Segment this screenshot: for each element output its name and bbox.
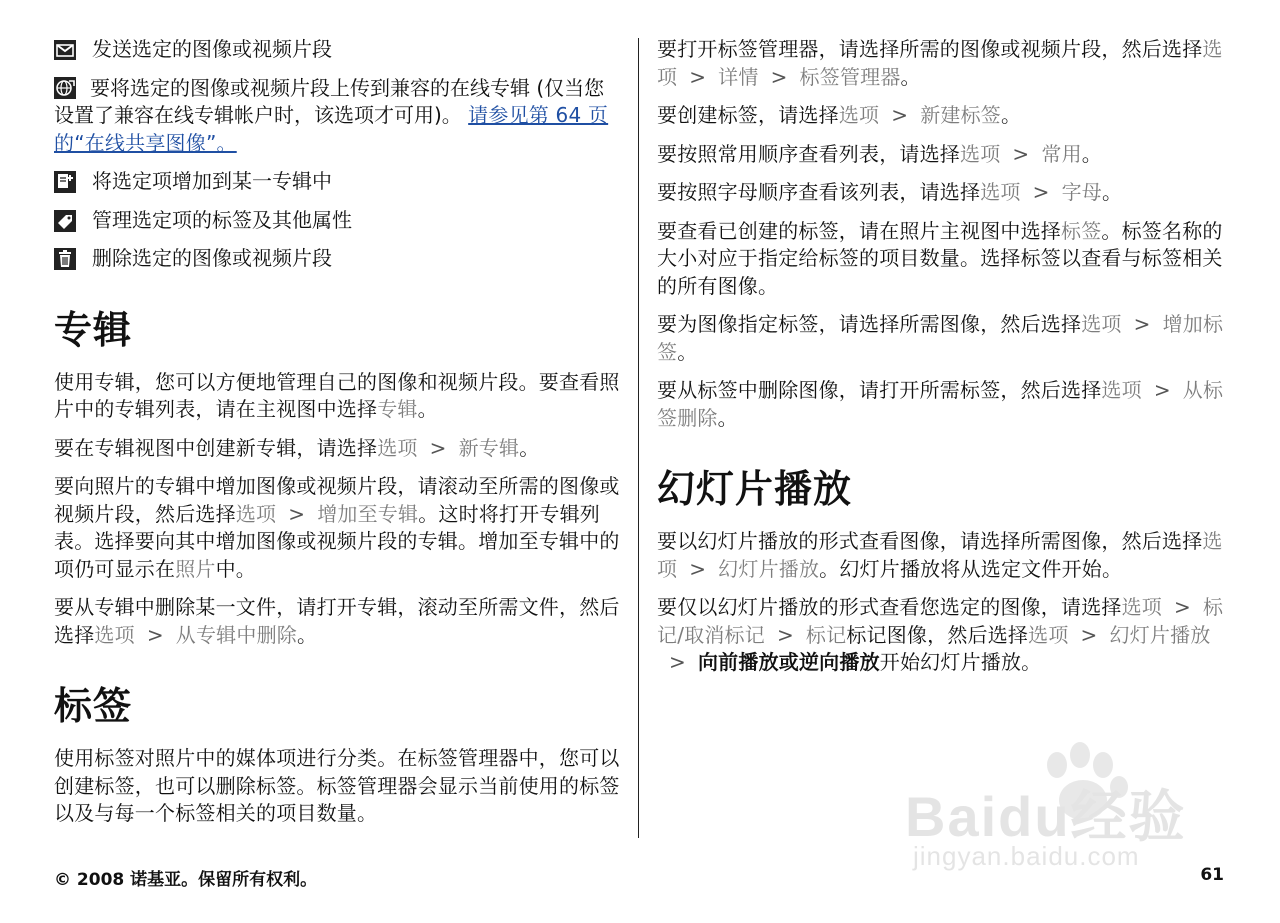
slideshow-heading: 幻灯片播放 xyxy=(657,467,853,511)
tags-paragraph-alphabetical: 要按照字母顺序查看该列表，请选择选项 > 字母。 xyxy=(657,180,1123,204)
albums-paragraph-2: 要在专辑视图中创建新专辑，请选择选项 > 新专辑。 xyxy=(54,435,540,460)
option-add-to-album xyxy=(54,168,624,196)
option-send xyxy=(54,36,624,64)
albums-paragraph-3: 要向照片的专辑中增加图像或视频片段，请滚动至所需的图像或视频片段，然后选择选项 > 增加至专辑。这时将打开专辑列表。选择要向其中增加图像或视频片段的专辑。增加至专辑中的项仍可显示在照片中。 xyxy=(54,474,620,581)
trash-icon xyxy=(54,248,76,270)
add-to-album-icon xyxy=(54,171,76,193)
option-send-text: 发送选定的图像或视频片段 xyxy=(92,37,332,61)
tags-paragraph-open-manager: 要打开标签管理器，请选择所需的图像或视频片段，然后选择选项 > 详情 > 标签管理器。 xyxy=(657,37,1223,89)
albums-paragraph-4: 要从专辑中删除某一文件，请打开专辑，滚动至所需文件，然后选择选项 > 从专辑中删除。 xyxy=(54,595,620,647)
right-column xyxy=(657,36,1227,688)
globe-icon xyxy=(54,77,76,99)
online-sharing-link[interactable]: 请参见第 64 页的“在线共享图像”。 xyxy=(54,103,609,155)
slideshow-paragraph-1: 要以幻灯片播放的形式查看图像，请选择所需图像，然后选择选项 > 幻灯片播放。幻灯片播放将从选定文件开始。 xyxy=(657,529,1223,581)
column-divider xyxy=(638,38,639,838)
albums-paragraph-1: 使用专辑，您可以方便地管理自己的图像和视频片段。要查看照片中的专辑列表，请在主视图中选择专辑。 xyxy=(54,369,620,421)
tags-paragraph-assign: 要为图像指定标签，请选择所需图像，然后选择选项 > 增加标签。 xyxy=(657,312,1224,364)
slideshow-paragraph-2: 要仅以幻灯片播放的形式查看您选定的图像，请选择选项 > 标记/取消标记 > 标记标记图像，然后选择选项 > 幻灯片播放> 向前播放或逆向播放开始幻灯片播放。 xyxy=(657,595,1224,674)
page-number: 61 xyxy=(1200,865,1224,885)
tags-paragraph-view: 要查看已创建的标签，请在照片主视图中选择标签。标签名称的大小对应于指定给标签的项目数量。选择标签以查看与标签相关的所有图像。 xyxy=(657,218,1223,298)
tags-paragraph-remove: 要从标签中删除图像，请打开所需标签，然后选择选项 > 从标签删除。 xyxy=(657,378,1224,430)
baidu-watermark xyxy=(905,725,1205,880)
tags-paragraph-frequent: 要按照常用顺序查看列表，请选择选项 > 常用。 xyxy=(657,141,1102,166)
option-delete xyxy=(54,245,624,273)
option-manage-tags xyxy=(54,207,624,235)
footer-copyright: © 2008 诺基亚。保留所有权利。 xyxy=(54,870,318,890)
tags-heading: 标签 xyxy=(54,684,133,728)
option-delete-text: 删除选定的图像或视频片段 xyxy=(92,246,332,270)
tags-paragraph-1: 使用标签对照片中的媒体项进行分类。在标签管理器中，您可以创建标签，也可以删除标签。标签管理器会显示当前使用的标签以及与每一个标签相关的项目数量。 xyxy=(54,746,620,825)
option-upload xyxy=(54,75,624,158)
albums-heading: 专辑 xyxy=(54,307,133,352)
watermark-url: jingyan.baidu.com xyxy=(913,841,1140,871)
watermark-brand: Baidu经验 xyxy=(905,785,1187,848)
envelope-icon xyxy=(54,39,76,61)
tag-icon xyxy=(54,210,76,232)
left-column xyxy=(54,36,624,839)
option-manage-tags-text: 管理选定项的标签及其他属性 xyxy=(92,207,352,232)
option-add-to-album-text: 将选定项增加到某一专辑中 xyxy=(92,169,332,193)
option-upload-text: 要将选定的图像或视频片段上传到兼容的在线专辑 (仅当您设置了兼容在线专辑帐户时，该选项才可用)。 xyxy=(54,75,605,127)
tags-paragraph-create: 要创建标签，请选择选项 > 新建标签。 xyxy=(657,103,1022,127)
